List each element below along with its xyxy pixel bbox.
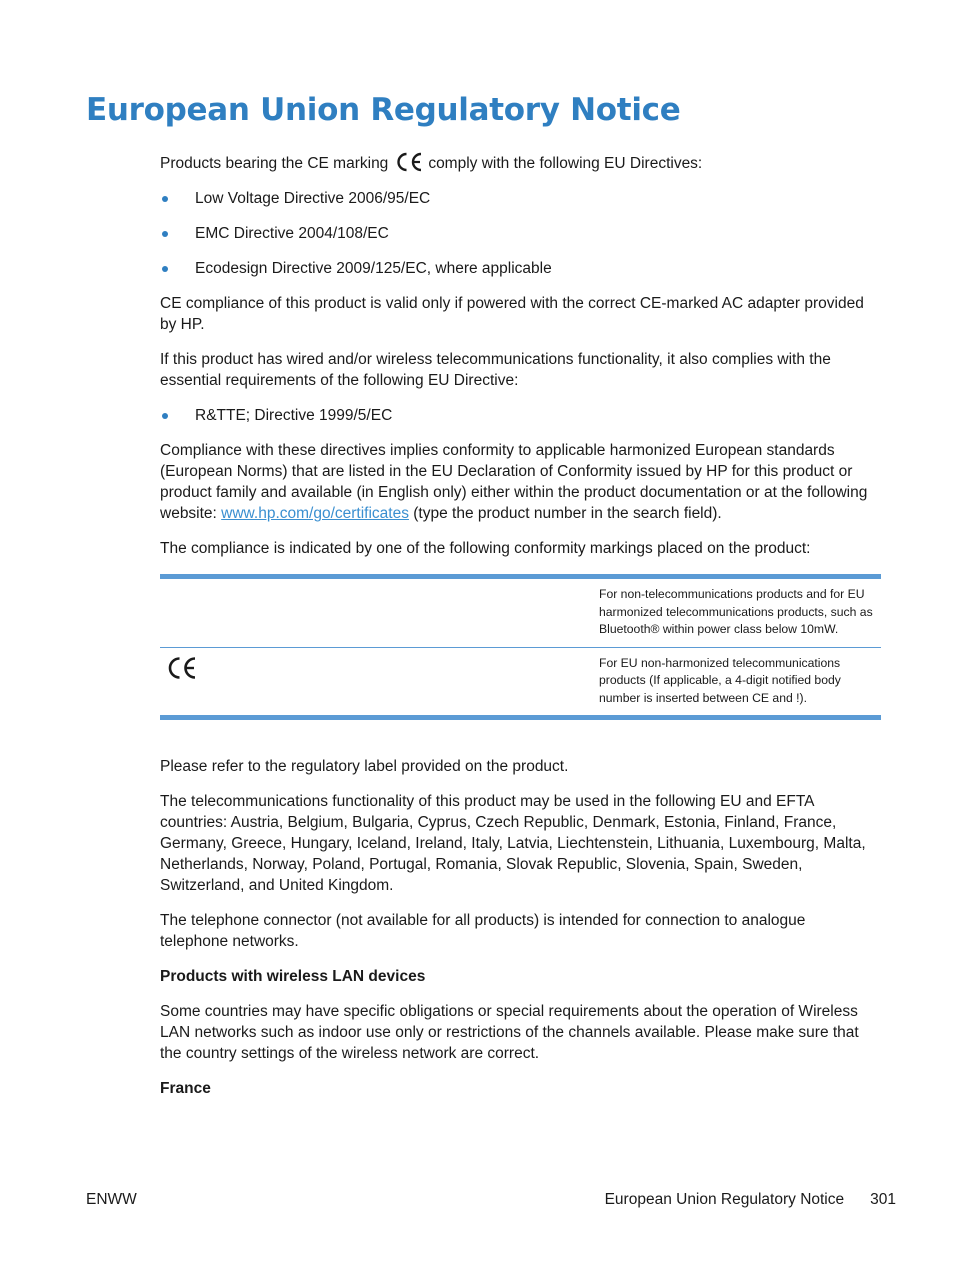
intro-paragraph [160,151,872,174]
page-title: European Union Regulatory Notice [86,92,681,128]
label-paragraph: Please refer to the regulatory label provided on the product. [160,758,569,775]
bullet-icon [162,413,168,419]
bullet-icon [162,266,168,272]
directive-list [160,188,872,279]
countries-paragraph: The telecommunications functionality of this product may be used in the following EU and EFTA countries: Austria, Belgium, Bulgaria, Cyprus, Czech Republic, Denmark, Estonia, Finland, France, Germany, Greece, Hungary, Iceland, Ireland, Italy, Latvia, Liechtenstein, Lithuania, Luxembourg, Malta, Netherlands, Norway, Poland, Portugal, Romania, Slovak Republic, Slovenia, Spain, Sweden, Switzerland, and United Kingdom. [160,793,866,894]
ce-mark-icon [166,655,198,681]
telephone-paragraph: The telephone connector (not available for all products) is intended for connection to analogue telephone networks. [160,912,806,950]
table-row [160,647,881,716]
france-heading: France [160,1080,211,1097]
mark-description: For EU non-harmonized telecommunications products (If applicable, a 4-digit notified body number is inserted between CE and !). [599,655,841,705]
certificates-link[interactable]: www.hp.com/go/certificates [221,505,409,522]
wireless-paragraph: Some countries may have specific obligations or special requirements about the operation of Wireless LAN networks such as indoor use only or restrictions of the channels available. Please make sure that the country settings of the wireless network are correct. [160,1003,859,1062]
list-item: Low Voltage Directive 2006/95/EC [160,188,872,209]
footer-right [605,1189,896,1210]
list-item: Ecodesign Directive 2009/125/EC, where applicable [160,258,872,279]
main-content [160,151,872,1113]
bullet-icon [162,196,168,202]
list-item: EMC Directive 2004/108/EC [160,223,872,244]
mark-cell [160,648,599,716]
telecom-directive-list [160,405,872,426]
markings-table [160,574,881,720]
bullet-icon [162,231,168,237]
ce-adapter-paragraph: CE compliance of this product is valid only if powered with the correct CE-marked AC adapter provided by HP. [160,295,864,333]
wireless-heading: Products with wireless LAN devices [160,968,426,985]
compliance-paragraph: Compliance with these directives implies conformity to applicable harmonized European standards (European Norms) that are listed in the EU Declaration of Conformity issued by HP for this product or product family and available (in English only) either within the product documentation or at the following website: www.hp.com/go/certificates (type the product number in the search field). [160,442,868,522]
markings-intro: The compliance is indicated by one of the following conformity markings placed on the product: [160,540,811,557]
ce-mark-icon [394,151,424,173]
table-row [160,579,881,647]
telecom-paragraph: If this product has wired and/or wireless telecommunications functionality, it also complies with the essential requirements of the following EU Directive: [160,351,831,389]
page-number: 301 [870,1191,896,1208]
list-item: R&TTE; Directive 1999/5/EC [160,405,872,426]
mark-cell [160,579,599,647]
footer-section: European Union Regulatory Notice [604,1191,845,1208]
intro-text-after: comply with the following EU Directives: [428,155,703,172]
mark-description: For non-telecommunications products and for EU harmonized telecommunications products, such as Bluetooth® within power class below 10mW. [599,587,873,636]
intro-text-before: Products bearing the CE marking [160,155,389,172]
footer-left: ENWW [86,1191,137,1208]
